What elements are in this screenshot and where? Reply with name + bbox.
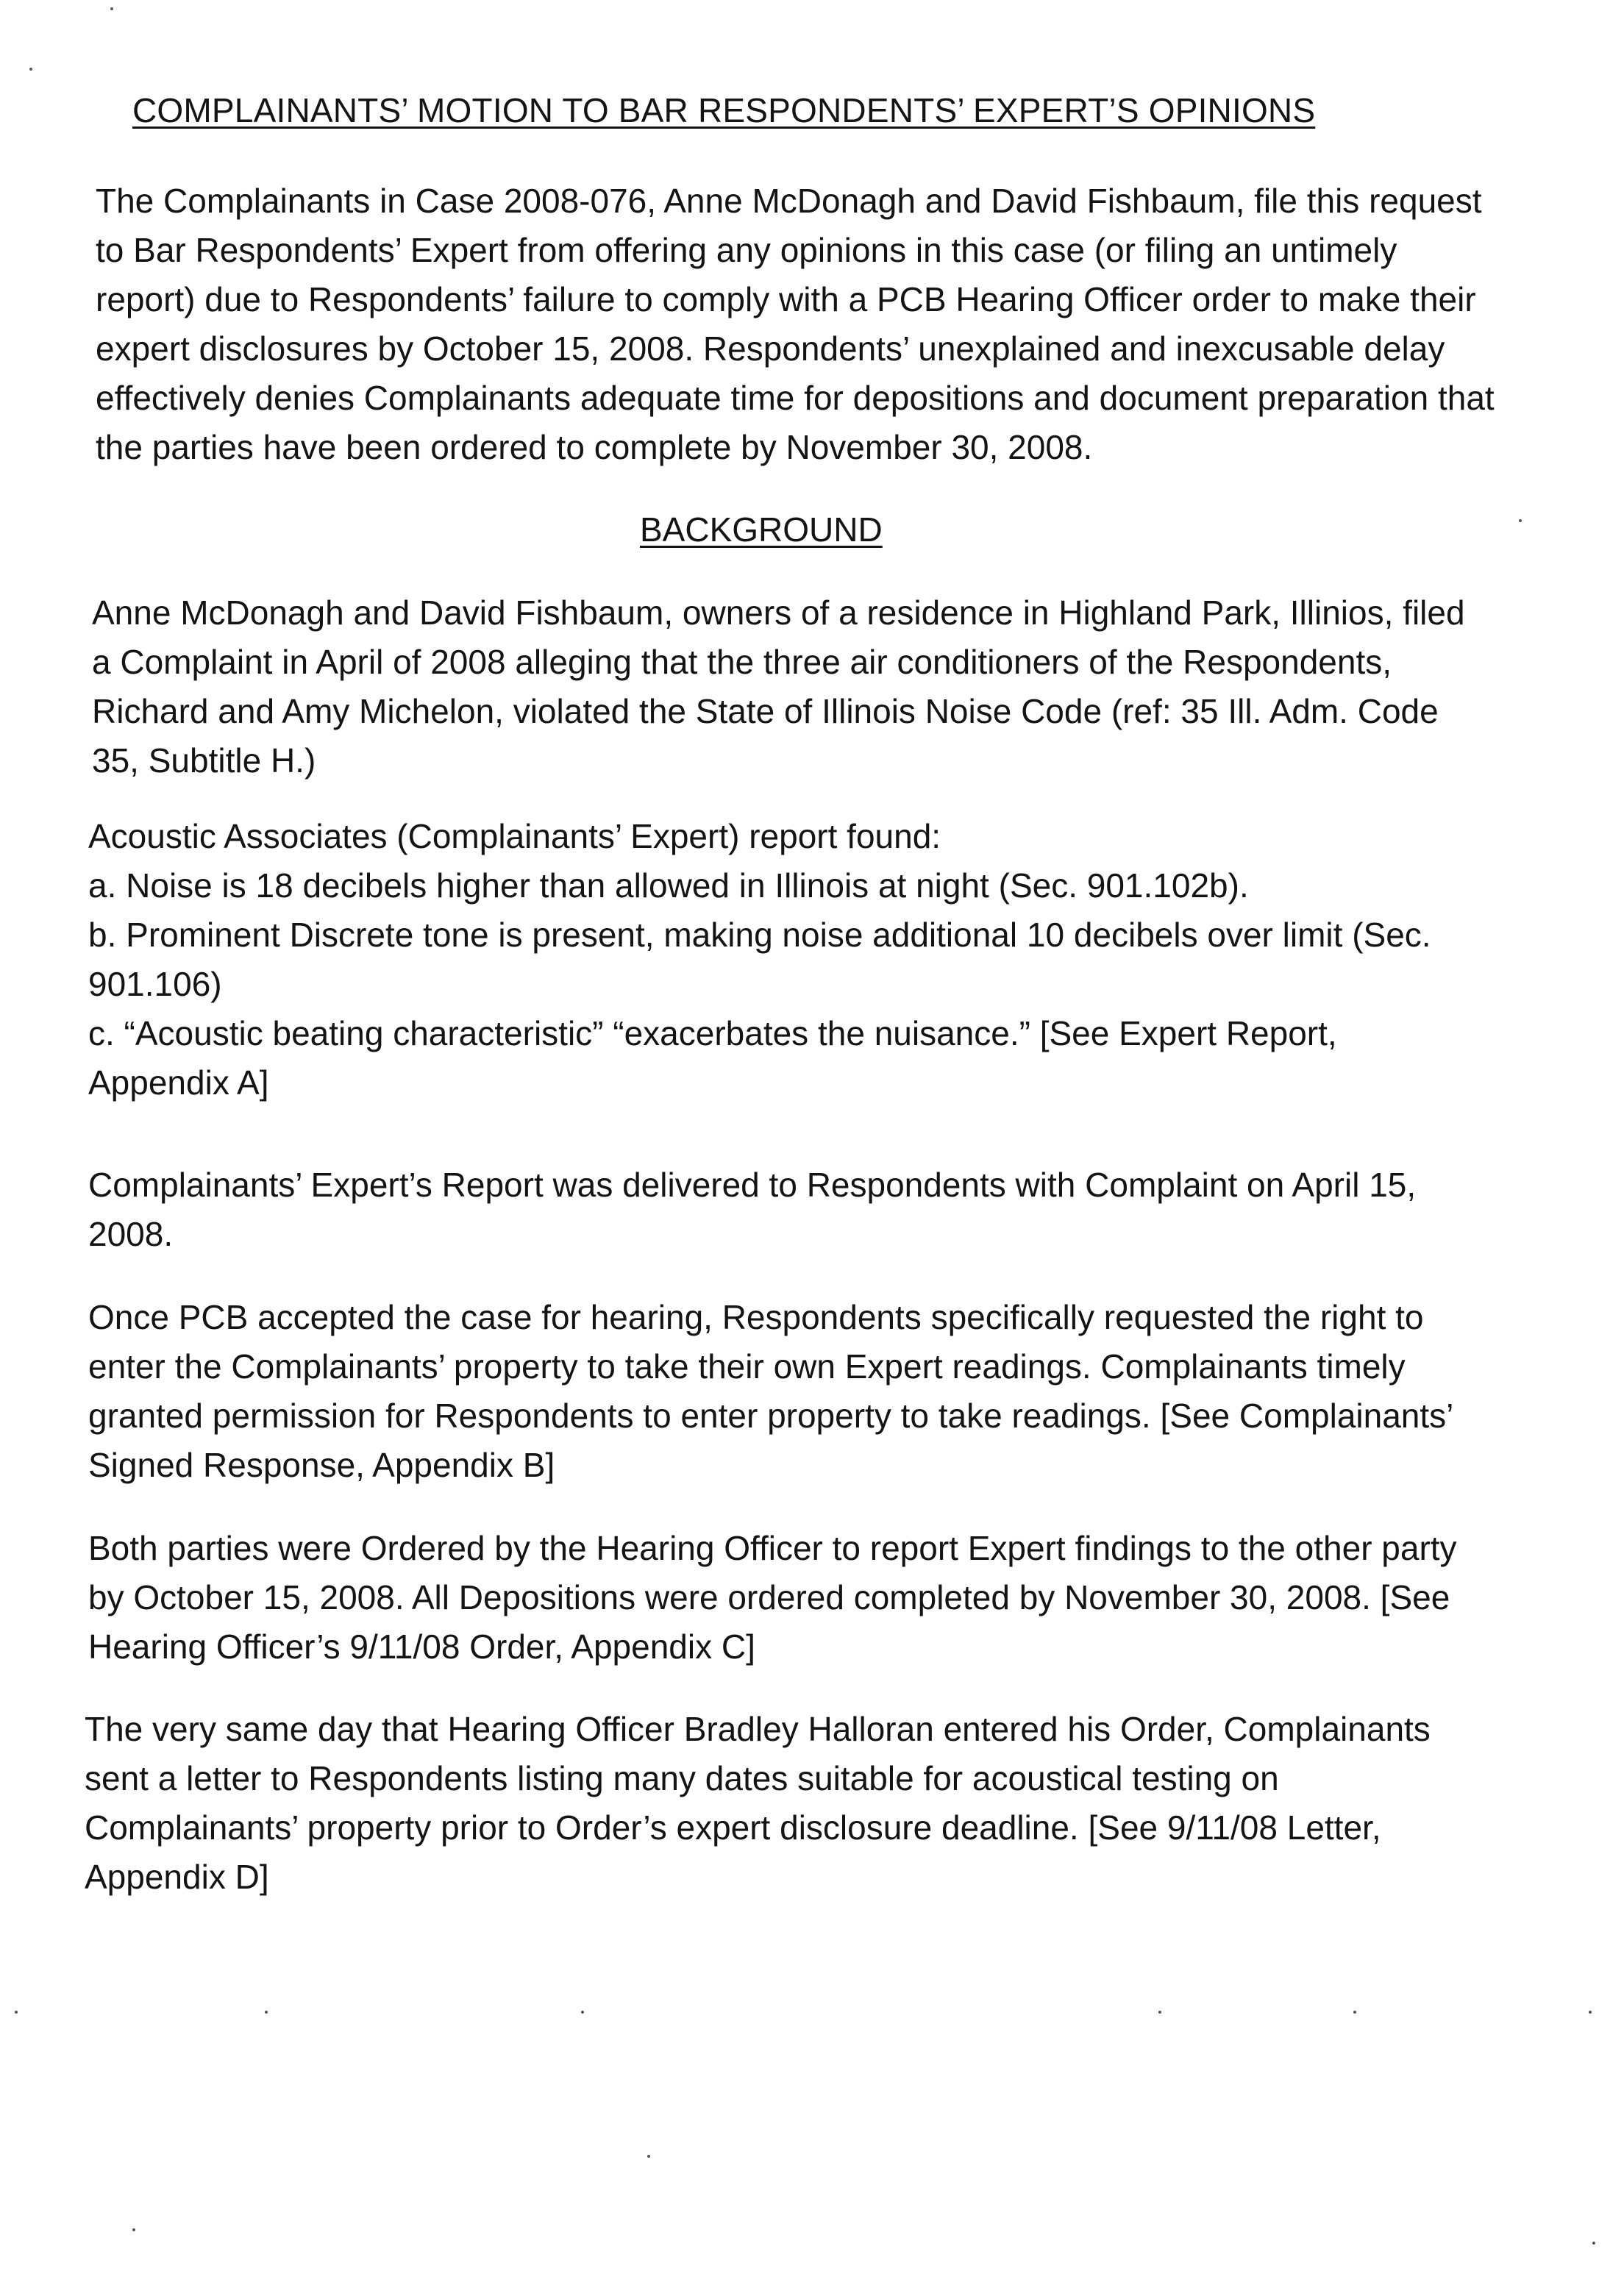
intro-line: the parties have been ordered to complete by November 30, 2008. — [96, 428, 1093, 466]
findings-line: c. “Acoustic beating characteristic” “exacerbates the nuisance.” [See Expert Report, — [88, 1014, 1337, 1052]
scan-speck — [1158, 2011, 1161, 2014]
letter-line: sent a letter to Respondents listing many dates suitable for acoustical testing on — [85, 1759, 1279, 1797]
scan-speck — [110, 7, 113, 10]
background-line: Anne McDonagh and David Fishbaum, owners of a residence in Highland Park, Illinios, filed — [92, 593, 1465, 632]
permission-line: Once PCB accepted the case for hearing, Respondents specifically requested the right to — [88, 1298, 1424, 1336]
scan-speck — [1353, 2011, 1356, 2014]
intro-line: expert disclosures by October 15, 2008. Respondents’ unexplained and inexcusable delay — [96, 329, 1445, 368]
findings-line: Acoustic Associates (Complainants’ Expert) report found: — [88, 817, 941, 855]
intro-paragraph — [96, 177, 1624, 472]
scan-speck — [1519, 519, 1522, 522]
findings-line: b. Prominent Discrete tone is present, making noise additional 10 decibels over limit (Sec. — [88, 916, 1431, 954]
scan-speck — [1589, 2011, 1592, 2014]
background-line: Richard and Amy Michelon, violated the State of Illinois Noise Code (ref: 35 Ill. Adm. Code — [92, 692, 1439, 730]
intro-line: The Complainants in Case 2008-076, Anne McDonagh and David Fishbaum, file this request — [96, 182, 1482, 220]
order-paragraph — [88, 1524, 1624, 1672]
report-delivery-line: Complainants’ Expert’s Report was delivered to Respondents with Complaint on April 15, — [88, 1166, 1417, 1204]
letter-paragraph — [85, 1705, 1624, 1902]
expert-findings-list — [88, 812, 1624, 1108]
report-delivery-line: 2008. — [88, 1215, 174, 1253]
scan-speck — [29, 68, 32, 71]
permission-line: Signed Response, Appendix B] — [88, 1446, 555, 1484]
intro-line: report) due to Respondents’ failure to comply with a PCB Hearing Officer order to make their — [96, 280, 1476, 318]
document-title: COMPLAINANTS’ MOTION TO BAR RESPONDENTS’ EXPERT’S OPINIONS — [132, 91, 1316, 129]
report-delivery-paragraph — [88, 1161, 1624, 1259]
scan-speck — [581, 2011, 584, 2014]
order-line: by October 15, 2008. All Depositions were ordered completed by November 30, 2008. [See — [88, 1578, 1450, 1616]
scan-speck — [647, 2155, 650, 2158]
background-line: a Complaint in April of 2008 alleging that the three air conditioners of the Respondents, — [92, 643, 1392, 681]
permission-line: enter the Complainants’ property to take their own Expert readings. Complainants timely — [88, 1347, 1406, 1386]
findings-line: a. Noise is 18 decibels higher than allowed in Illinois at night (Sec. 901.102b). — [88, 866, 1249, 905]
background-paragraph — [92, 588, 1624, 785]
findings-line: 901.106) — [88, 965, 222, 1003]
permission-line: granted permission for Respondents to enter property to take readings. [See Complainants’ — [88, 1397, 1454, 1435]
letter-line: Complainants’ property prior to Order’s expert disclosure deadline. [See 9/11/08 Letter, — [85, 1808, 1381, 1847]
scan-speck — [265, 2011, 268, 2014]
order-line: Both parties were Ordered by the Hearing Officer to report Expert findings to the other party — [88, 1529, 1457, 1567]
scan-speck — [15, 2011, 18, 2014]
intro-line: effectively denies Complainants adequate time for depositions and document preparation that — [96, 379, 1495, 417]
letter-line: The very same day that Hearing Officer Bradley Halloran entered his Order, Complainants — [85, 1710, 1431, 1748]
order-line: Hearing Officer’s 9/11/08 Order, Appendix C] — [88, 1628, 755, 1666]
findings-line: Appendix A] — [88, 1063, 269, 1102]
scan-speck — [1592, 2242, 1595, 2245]
scan-speck — [132, 2228, 135, 2231]
background-heading: BACKGROUND — [640, 510, 883, 549]
background-line: 35, Subtitle H.) — [92, 741, 316, 780]
letter-line: Appendix D] — [85, 1858, 269, 1896]
intro-line: to Bar Respondents’ Expert from offering any opinions in this case (or filing an untimely — [96, 231, 1397, 269]
permission-paragraph — [88, 1293, 1624, 1490]
